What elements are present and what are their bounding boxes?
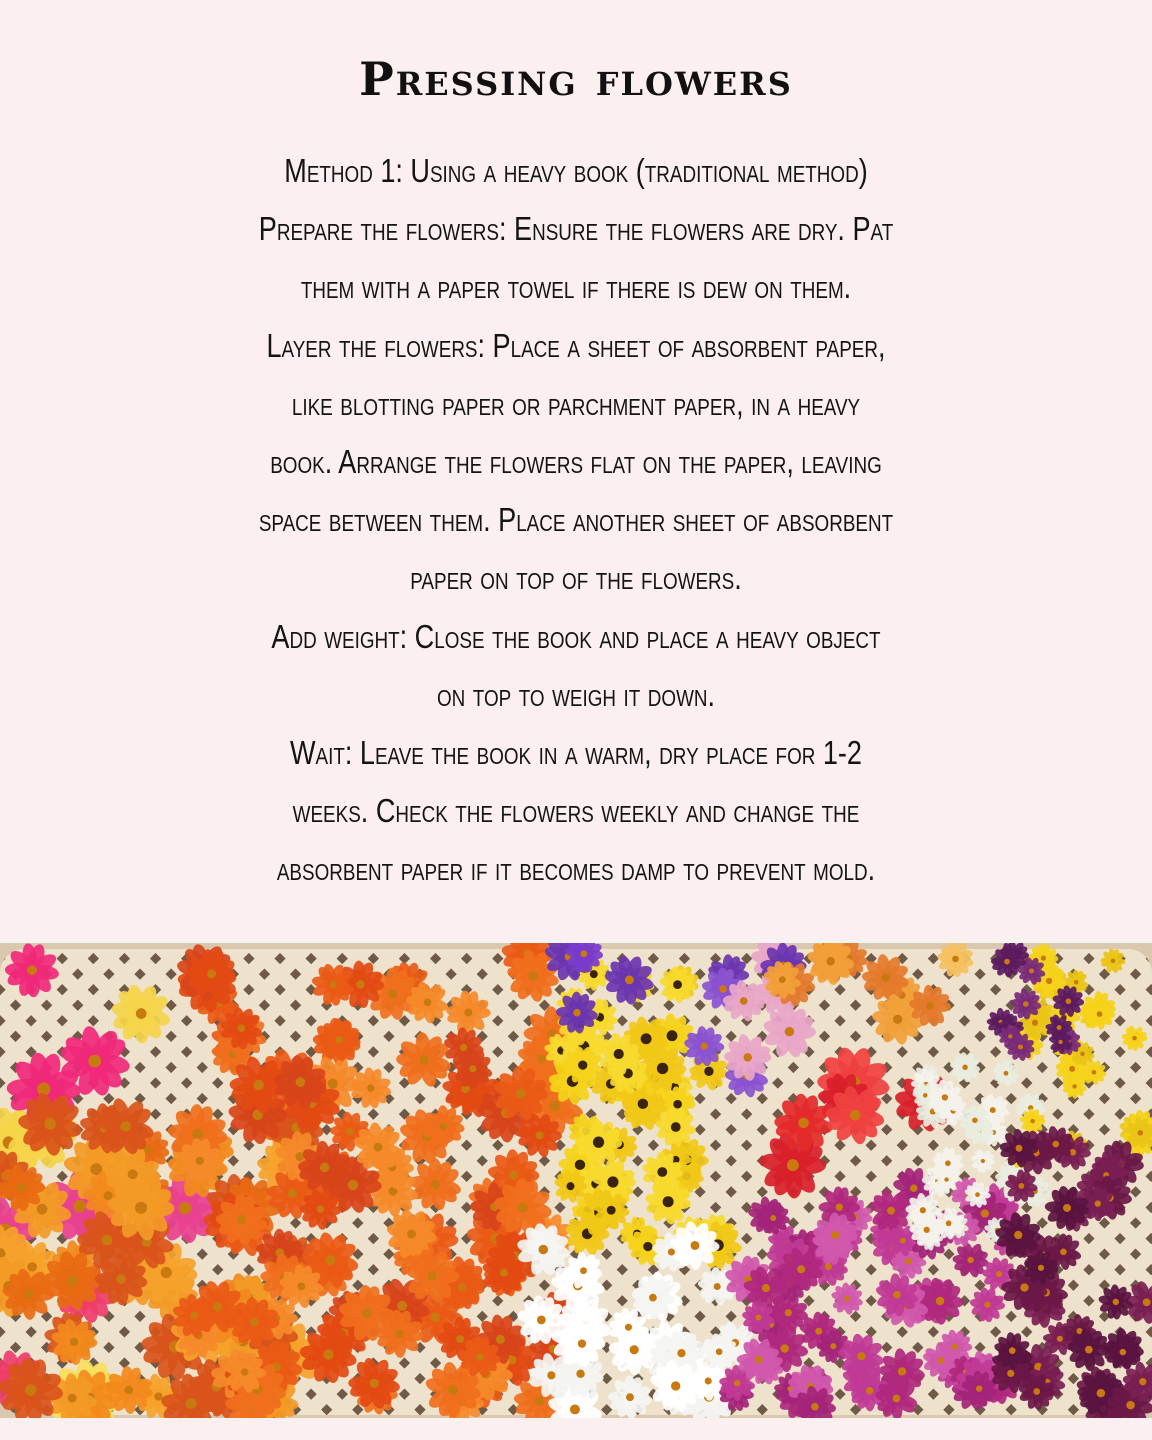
instructions-text — [227, 142, 926, 899]
instruction-line: them with a paper towel if there is dew on them. — [300, 268, 852, 306]
bottom-strip — [0, 1418, 1152, 1440]
instruction-line: absorbent paper if it becomes damp to prevent mold. — [276, 850, 876, 888]
instruction-line: weeks. Check the flowers weekly and change the — [292, 792, 860, 830]
instruction-line: Add weight: Close the book and place a heavy object — [271, 617, 881, 655]
flowers-photo — [0, 940, 1152, 1421]
instruction-line: Wait: Leave the book in a warm, dry place for 1-2 — [289, 734, 862, 772]
method-heading: Method 1: Using a heavy book (traditional method) — [284, 152, 868, 189]
instruction-line: on top to weigh it down. — [436, 675, 716, 713]
instruction-line: paper on top of the flowers. — [410, 559, 742, 597]
instruction-line: space between them. Place another sheet of absorbent — [258, 501, 894, 539]
instruction-line: Prepare the flowers: Ensure the flowers are dry. Pat — [258, 210, 894, 248]
instruction-line: Layer the flowers: Place a sheet of absorbent paper, — [266, 326, 886, 364]
page-title: Pressing flowers — [359, 52, 793, 106]
instruction-line: like blotting paper or parchment paper, in a heavy — [291, 384, 861, 422]
instruction-line: book. Arrange the flowers flat on the paper, leaving — [270, 443, 882, 481]
flower-basket-illustration — [0, 943, 1152, 1421]
